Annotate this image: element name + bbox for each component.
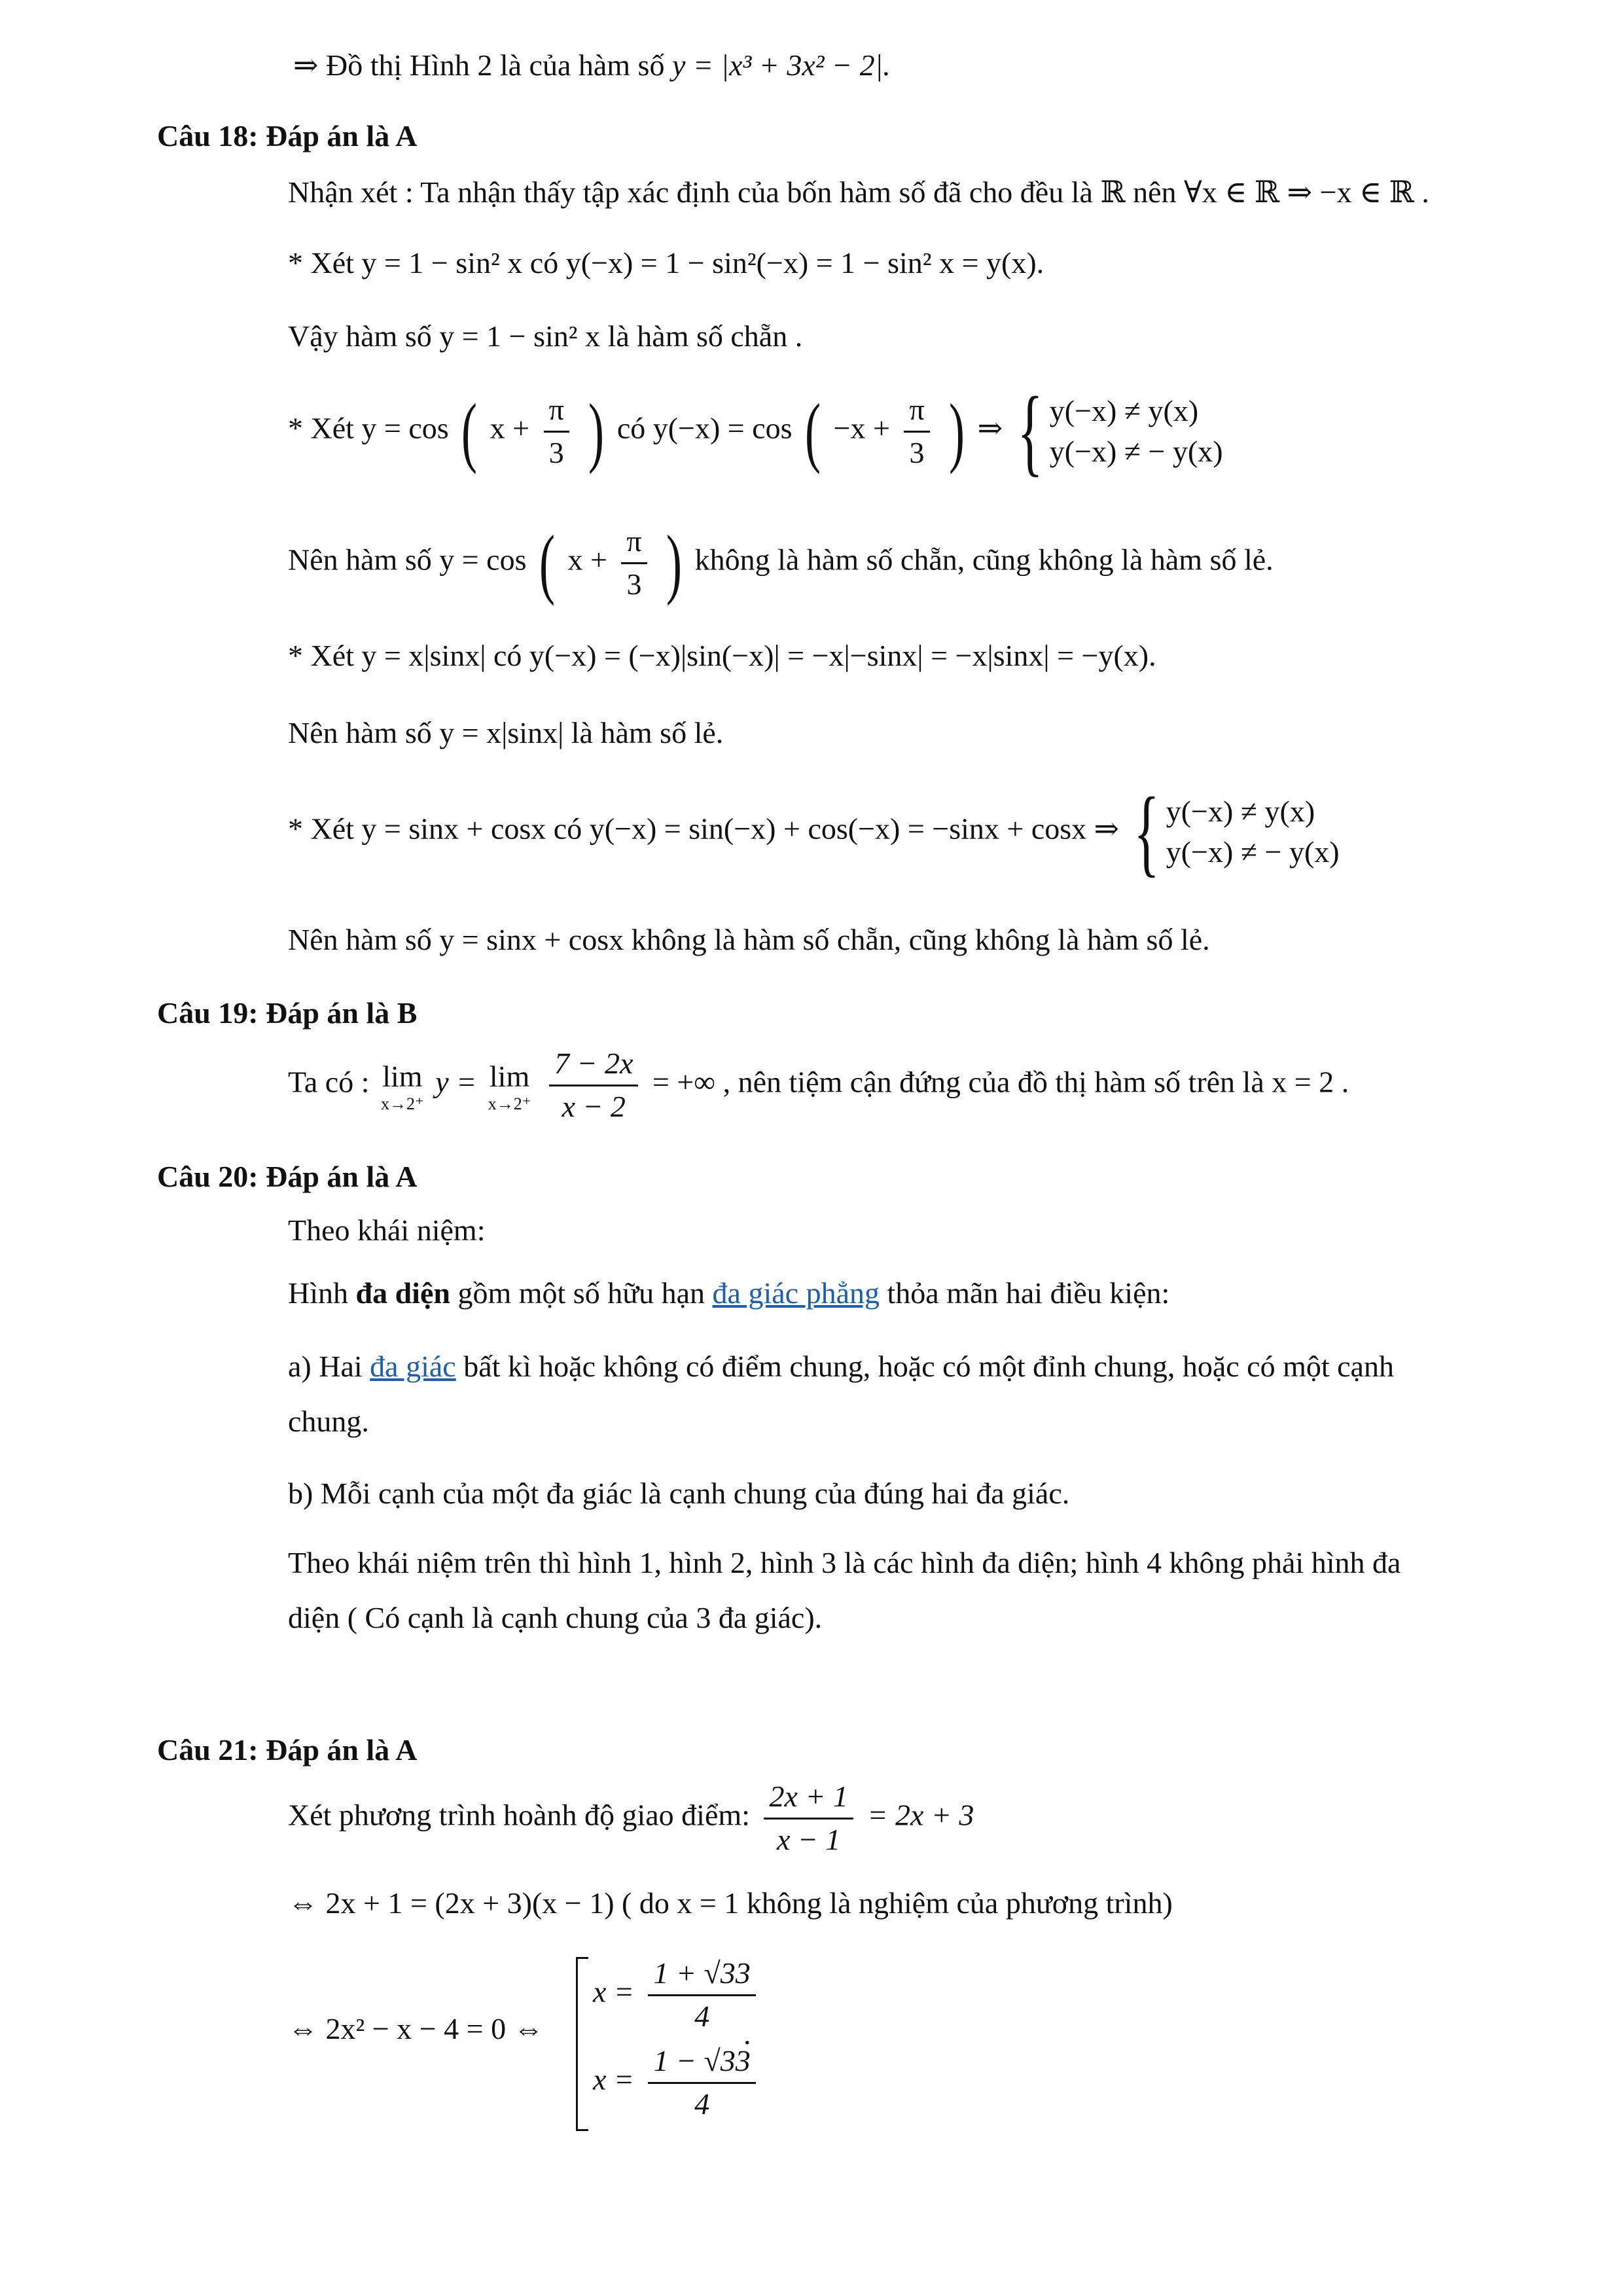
graph-conclusion-line: ⇒ Đồ thị Hình 2 là của hàm số y = |x³ + 3x² − 2|. [293, 48, 891, 82]
q20-condition-a: a) Hai đa giác bất kì hoặc không có điểm chung, hoặc có một đỉnh chung, hoặc có một cạnh [288, 1350, 1394, 1383]
solution-bracket [576, 1957, 588, 2131]
case4-system: { y(−x) ≠ y(x) y(−x) ≠ − y(x) [1133, 778, 1340, 886]
q21-equation: Xét phương trình hoành độ giao điểm: $\frac{2x + 1}{x - 1}$ = 2x + 3 [288, 1780, 974, 1856]
q19-heading: Câu 19: Đáp án là B [157, 996, 418, 1030]
q20-heading: Câu 20: Đáp án là A [157, 1160, 418, 1193]
q18-case2: * Xét y = cos ( x + $\frac{\pi}{3}$ ) có y(−x) = cos ( −x + $\frac{\pi}{3}$ ) ⇒ { y(−x) ≠ y(x) y(−x) ≠ − y(x) [288, 377, 1223, 486]
q20-condition-b: b) Mỗi cạnh của một đa giác là cạnh chung của đúng hai đa giác. [288, 1477, 1070, 1510]
solution-2: x = $\frac{1 - √33}{4}$ [593, 2045, 762, 2121]
case2-system: { y(−x) ≠ y(x) y(−x) ≠ − y(x) [1016, 377, 1223, 486]
abs-function-formula: y = |x³ + 3x² − 2|. [671, 48, 891, 82]
q20-conclusion-1: Theo khái niệm trên thì hình 1, hình 2, hình 3 là các hình đa diện; hình 4 không phải hình đa [288, 1546, 1401, 1579]
q21-heading: Câu 21: Đáp án là A [157, 1733, 418, 1767]
solution-1: x = $\frac{1 + √33}{4}$ [593, 1957, 762, 2033]
limit-fraction: $\frac{7 - 2x}{x - 2}$ [549, 1047, 638, 1123]
rational-fraction: $\frac{2x + 1}{x - 1}$ [764, 1780, 853, 1856]
q18-case3: * Xét y = x|sinx| có y(−x) = (−x)|sin(−x)| = −x|−sinx| = −x|sinx| = −y(x). [288, 639, 1156, 672]
q21-step3: ⇔ 2x² − x − 4 = 0 ⇔ [288, 2012, 544, 2045]
q18-heading: Câu 18: Đáp án là A [157, 119, 418, 152]
q20-definition: Hình đa diện gồm một số hữu hạn đa giác phẳng thỏa mãn hai điều kiện: [288, 1276, 1170, 1310]
q18-case1: * Xét y = 1 − sin² x có y(−x) = 1 − sin²(−x) = 1 − sin² x = y(x). [288, 246, 1044, 279]
q18-remark: Nhận xét : Ta nhận thấy tập xác định của bốn hàm số đã cho đều là ℝ nên ∀x ∈ ℝ ⇒ −x ∈ ℝ . [288, 175, 1429, 209]
link-da-giac[interactable]: đa giác [370, 1350, 456, 1383]
pi-over-3-fraction: $\frac{\pi}{3}$ [621, 525, 647, 601]
q18-case4: * Xét y = sinx + cosx có y(−x) = sin(−x) + cos(−x) = −sinx + cosx ⇒ { y(−x) ≠ y(x) y(−x) ≠ − y(x) [288, 778, 1340, 886]
pi-over-3-fraction: $\frac{\pi}{3}$ [544, 393, 569, 469]
pi-over-3-fraction: $\frac{\pi}{3}$ [904, 393, 929, 469]
q18-conclusion1: Vậy hàm số y = 1 − sin² x là hàm số chẵn . [288, 319, 803, 353]
implies-symbol: ⇒ [293, 48, 319, 82]
q20-conclusion-2: diện ( Có cạnh là cạnh chung của 3 đa giác). [288, 1601, 823, 1634]
q18-conclusion3: Nên hàm số y = x|sinx| là hàm số lẻ. [288, 716, 724, 749]
q18-conclusion2: Nên hàm số y = cos ( x + $\frac{\pi}{3}$ ) không là hàm số chẵn, cũng không là hàm số lẻ. [288, 519, 1274, 606]
q18-conclusion4: Nên hàm số y = sinx + cosx không là hàm số chẵn, cũng không là hàm số lẻ. [288, 923, 1210, 956]
q20-intro: Theo khái niệm: [288, 1213, 486, 1247]
limit-operator: lim x→2⁺ [488, 1059, 531, 1113]
q21-step2: ⇔ 2x + 1 = (2x + 3)(x − 1) ( do x = 1 không là nghiệm của phương trình) [288, 1886, 1173, 1920]
solution-period: . [743, 2017, 751, 2051]
q20-condition-a-cont: chung. [288, 1405, 369, 1438]
link-da-giac-phang[interactable]: đa giác phẳng [712, 1276, 880, 1310]
limit-operator: lim x→2⁺ [381, 1059, 424, 1113]
q19-limit-line: Ta có : lim x→2⁺ y = lim x→2⁺ $\frac{7 - 2x}{x - 2}$ = +∞ , nên tiệm cận đứng của đồ thị hàm số trên là x = 2 . [288, 1047, 1349, 1123]
